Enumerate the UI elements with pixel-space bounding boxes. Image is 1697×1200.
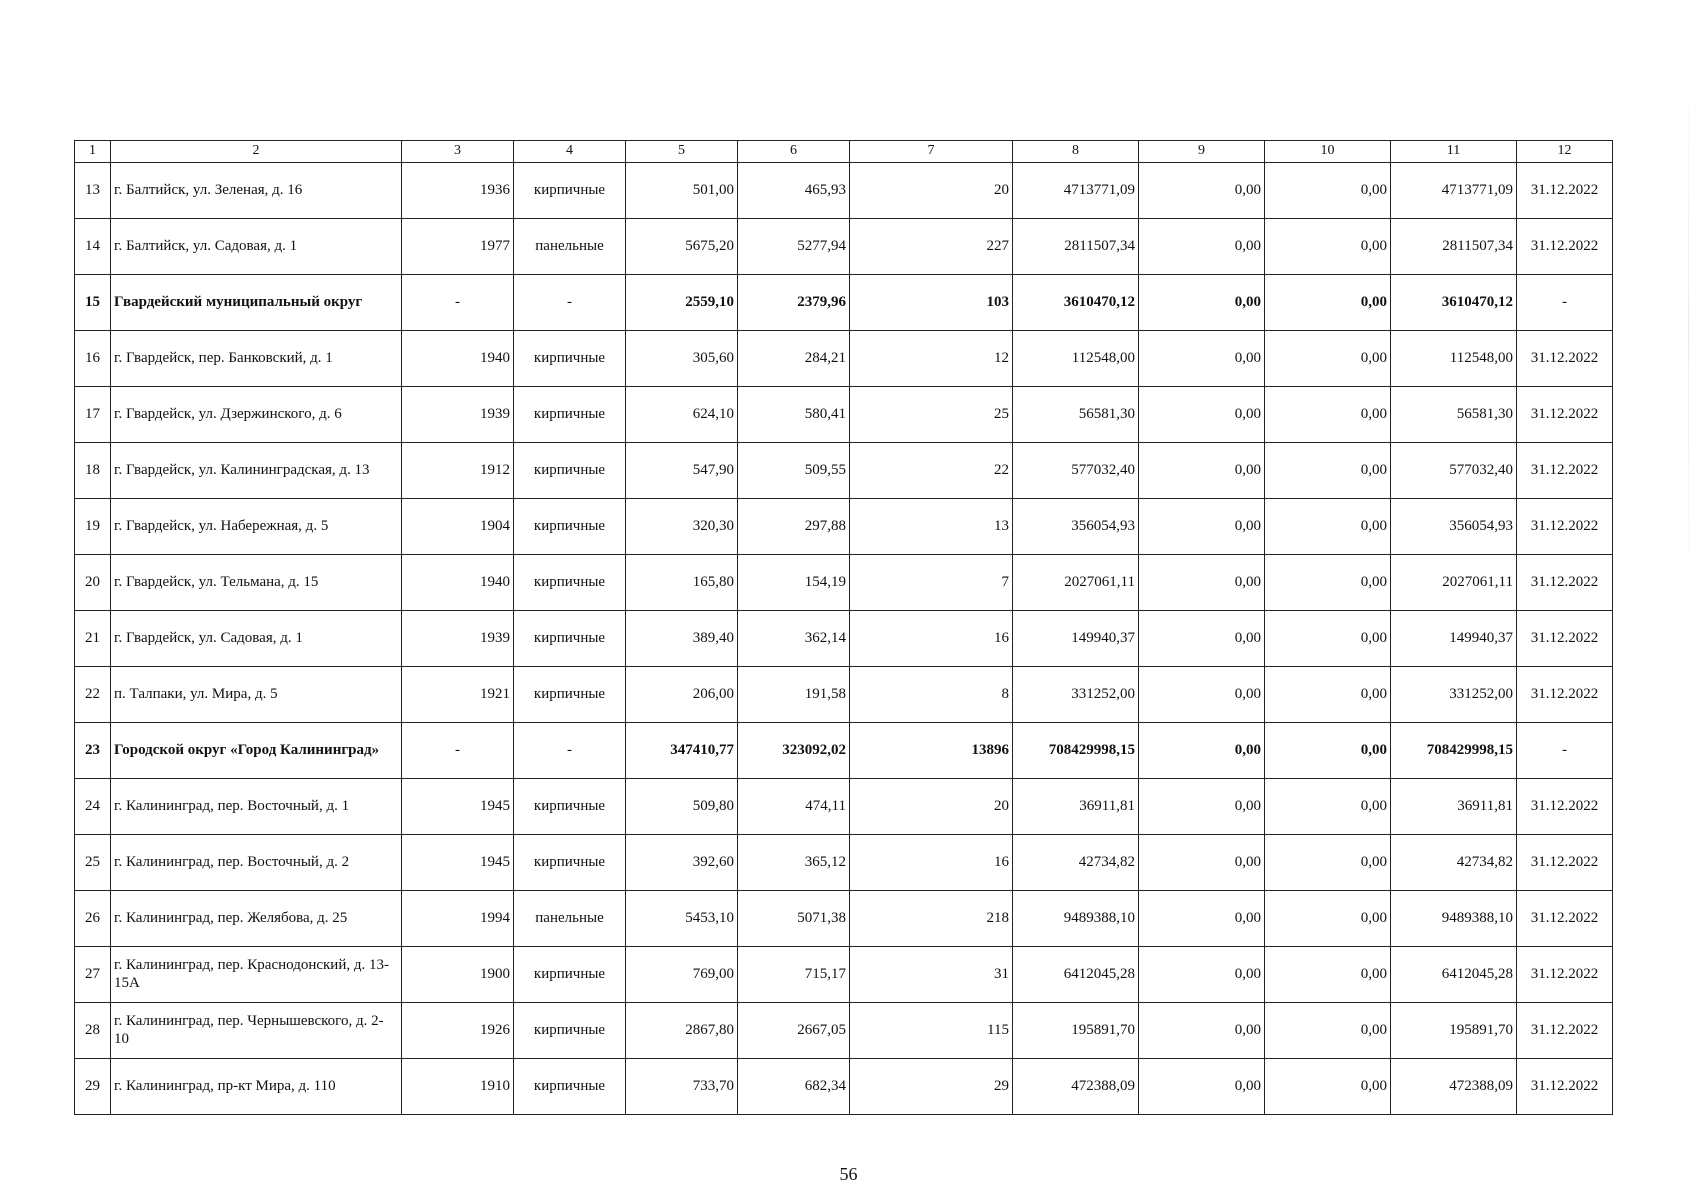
- year-built-cell: 1945: [402, 835, 514, 891]
- total-area-cell: 5453,10: [626, 891, 738, 947]
- year-built-cell: 1939: [402, 387, 514, 443]
- address-cell: г. Калининград, пр-кт Мира, д. 110: [111, 1059, 402, 1115]
- wall-material-cell: кирпичные: [514, 611, 626, 667]
- row-number-cell: 16: [75, 331, 111, 387]
- address-cell: г. Калининград, пер. Чернышевского, д. 2-10: [111, 1003, 402, 1059]
- residents-count-cell: 13: [850, 499, 1013, 555]
- cost-total-cell: 149940,37: [1013, 611, 1139, 667]
- address-cell: г. Гвардейск, ул. Тельмана, д. 15: [111, 555, 402, 611]
- column-header: 7: [850, 141, 1013, 163]
- row-number-cell: 25: [75, 835, 111, 891]
- cost-total-cell: 331252,00: [1013, 667, 1139, 723]
- wall-material-cell: кирпичные: [514, 1003, 626, 1059]
- row-number-cell: 17: [75, 387, 111, 443]
- cost-other-cell: 356054,93: [1391, 499, 1517, 555]
- cost-other-cell: 56581,30: [1391, 387, 1517, 443]
- cost-total-cell: 6412045,28: [1013, 947, 1139, 1003]
- column-header: 6: [738, 141, 850, 163]
- deadline-date-cell: 31.12.2022: [1517, 443, 1613, 499]
- living-area-cell: 474,11: [738, 779, 850, 835]
- cost-total-cell: 56581,30: [1013, 387, 1139, 443]
- deadline-date-cell: 31.12.2022: [1517, 387, 1613, 443]
- wall-material-cell: кирпичные: [514, 555, 626, 611]
- deadline-date-cell: 31.12.2022: [1517, 611, 1613, 667]
- living-area-cell: 191,58: [738, 667, 850, 723]
- wall-material-cell: кирпичные: [514, 163, 626, 219]
- cost-total-cell: 9489388,10: [1013, 891, 1139, 947]
- wall-material-cell: кирпичные: [514, 1059, 626, 1115]
- address-cell: г. Калининград, пер. Краснодонский, д. 13-15А: [111, 947, 402, 1003]
- residents-count-cell: 20: [850, 779, 1013, 835]
- cost-other-cell: 195891,70: [1391, 1003, 1517, 1059]
- column-header: 1: [75, 141, 111, 163]
- wall-material-cell: кирпичные: [514, 499, 626, 555]
- residents-count-cell: 218: [850, 891, 1013, 947]
- deadline-date-cell: 31.12.2022: [1517, 1003, 1613, 1059]
- cost-fund-cell: 0,00: [1139, 1003, 1265, 1059]
- row-number-cell: 27: [75, 947, 111, 1003]
- column-header: 12: [1517, 141, 1613, 163]
- table-subtotal-row: [75, 723, 1613, 779]
- deadline-date-cell: -: [1517, 275, 1613, 331]
- deadline-date-cell: 31.12.2022: [1517, 667, 1613, 723]
- living-area-cell: 154,19: [738, 555, 850, 611]
- living-area-cell: 682,34: [738, 1059, 850, 1115]
- address-cell: г. Гвардейск, ул. Калининградская, д. 13: [111, 443, 402, 499]
- cost-other-cell: 331252,00: [1391, 667, 1517, 723]
- year-built-cell: 1936: [402, 163, 514, 219]
- table-row: [75, 611, 1613, 667]
- year-built-cell: 1977: [402, 219, 514, 275]
- wall-material-cell: панельные: [514, 219, 626, 275]
- table-row: [75, 667, 1613, 723]
- total-area-cell: 2867,80: [626, 1003, 738, 1059]
- cost-other-cell: 6412045,28: [1391, 947, 1517, 1003]
- residents-count-cell: 16: [850, 835, 1013, 891]
- living-area-cell: 465,93: [738, 163, 850, 219]
- year-built-cell: 1940: [402, 331, 514, 387]
- address-cell: г. Гвардейск, ул. Набережная, д. 5: [111, 499, 402, 555]
- table-row: [75, 387, 1613, 443]
- table-subtotal-row: [75, 275, 1613, 331]
- living-area-cell: 297,88: [738, 499, 850, 555]
- year-built-cell: 1900: [402, 947, 514, 1003]
- cost-budget-cell: 0,00: [1265, 275, 1391, 331]
- row-number-cell: 13: [75, 163, 111, 219]
- residents-count-cell: 31: [850, 947, 1013, 1003]
- year-built-cell: 1912: [402, 443, 514, 499]
- cost-budget-cell: 0,00: [1265, 891, 1391, 947]
- table-row: [75, 499, 1613, 555]
- cost-other-cell: 2811507,34: [1391, 219, 1517, 275]
- year-built-cell: -: [402, 275, 514, 331]
- living-area-cell: 5277,94: [738, 219, 850, 275]
- wall-material-cell: кирпичные: [514, 835, 626, 891]
- address-cell: г. Гвардейск, ул. Дзержинского, д. 6: [111, 387, 402, 443]
- year-built-cell: 1994: [402, 891, 514, 947]
- total-area-cell: 733,70: [626, 1059, 738, 1115]
- cost-total-cell: 2811507,34: [1013, 219, 1139, 275]
- wall-material-cell: кирпичные: [514, 443, 626, 499]
- wall-material-cell: -: [514, 275, 626, 331]
- deadline-date-cell: 31.12.2022: [1517, 1059, 1613, 1115]
- total-area-cell: 624,10: [626, 387, 738, 443]
- row-number-cell: 26: [75, 891, 111, 947]
- cost-fund-cell: 0,00: [1139, 275, 1265, 331]
- year-built-cell: 1939: [402, 611, 514, 667]
- cost-total-cell: 2027061,11: [1013, 555, 1139, 611]
- living-area-cell: 715,17: [738, 947, 850, 1003]
- row-number-cell: 29: [75, 1059, 111, 1115]
- address-cell: г. Калининград, пер. Восточный, д. 1: [111, 779, 402, 835]
- year-built-cell: 1910: [402, 1059, 514, 1115]
- cost-total-cell: 36911,81: [1013, 779, 1139, 835]
- cost-other-cell: 36911,81: [1391, 779, 1517, 835]
- cost-budget-cell: 0,00: [1265, 667, 1391, 723]
- living-area-cell: 284,21: [738, 331, 850, 387]
- row-number-cell: 20: [75, 555, 111, 611]
- column-number-header-row: [75, 141, 1613, 163]
- table-row: [75, 891, 1613, 947]
- table-row: [75, 163, 1613, 219]
- cost-fund-cell: 0,00: [1139, 387, 1265, 443]
- address-cell: Гвардейский муниципальный округ: [111, 275, 402, 331]
- cost-budget-cell: 0,00: [1265, 779, 1391, 835]
- cost-budget-cell: 0,00: [1265, 723, 1391, 779]
- wall-material-cell: кирпичные: [514, 779, 626, 835]
- cost-fund-cell: 0,00: [1139, 947, 1265, 1003]
- cost-other-cell: 3610470,12: [1391, 275, 1517, 331]
- table-row: [75, 835, 1613, 891]
- cost-budget-cell: 0,00: [1265, 387, 1391, 443]
- cost-other-cell: 577032,40: [1391, 443, 1517, 499]
- living-area-cell: 2379,96: [738, 275, 850, 331]
- wall-material-cell: кирпичные: [514, 331, 626, 387]
- cost-total-cell: 195891,70: [1013, 1003, 1139, 1059]
- living-area-cell: 365,12: [738, 835, 850, 891]
- table-row: [75, 779, 1613, 835]
- deadline-date-cell: 31.12.2022: [1517, 947, 1613, 1003]
- total-area-cell: 2559,10: [626, 275, 738, 331]
- scan-artifact-line: [1688, 60, 1689, 600]
- cost-total-cell: 112548,00: [1013, 331, 1139, 387]
- row-number-cell: 18: [75, 443, 111, 499]
- living-area-cell: 509,55: [738, 443, 850, 499]
- cost-budget-cell: 0,00: [1265, 443, 1391, 499]
- residents-count-cell: 103: [850, 275, 1013, 331]
- wall-material-cell: кирпичные: [514, 947, 626, 1003]
- cost-budget-cell: 0,00: [1265, 835, 1391, 891]
- address-cell: г. Калининград, пер. Желябова, д. 25: [111, 891, 402, 947]
- cost-budget-cell: 0,00: [1265, 219, 1391, 275]
- deadline-date-cell: 31.12.2022: [1517, 891, 1613, 947]
- column-header: 2: [111, 141, 402, 163]
- address-cell: г. Балтийск, ул. Садовая, д. 1: [111, 219, 402, 275]
- cost-other-cell: 4713771,09: [1391, 163, 1517, 219]
- table-row: [75, 555, 1613, 611]
- row-number-cell: 21: [75, 611, 111, 667]
- deadline-date-cell: 31.12.2022: [1517, 499, 1613, 555]
- housing-register-table: [74, 140, 1613, 1115]
- total-area-cell: 392,60: [626, 835, 738, 891]
- cost-total-cell: 708429998,15: [1013, 723, 1139, 779]
- address-cell: г. Калининград, пер. Восточный, д. 2: [111, 835, 402, 891]
- cost-fund-cell: 0,00: [1139, 499, 1265, 555]
- residents-count-cell: 13896: [850, 723, 1013, 779]
- cost-budget-cell: 0,00: [1265, 499, 1391, 555]
- living-area-cell: 323092,02: [738, 723, 850, 779]
- column-header: 3: [402, 141, 514, 163]
- cost-total-cell: 472388,09: [1013, 1059, 1139, 1115]
- table-row: [75, 947, 1613, 1003]
- page-number: 56: [839, 1164, 858, 1184]
- total-area-cell: 547,90: [626, 443, 738, 499]
- deadline-date-cell: 31.12.2022: [1517, 219, 1613, 275]
- year-built-cell: 1926: [402, 1003, 514, 1059]
- residents-count-cell: 29: [850, 1059, 1013, 1115]
- wall-material-cell: кирпичные: [514, 667, 626, 723]
- cost-other-cell: 9489388,10: [1391, 891, 1517, 947]
- residents-count-cell: 16: [850, 611, 1013, 667]
- cost-other-cell: 708429998,15: [1391, 723, 1517, 779]
- column-header: 4: [514, 141, 626, 163]
- total-area-cell: 305,60: [626, 331, 738, 387]
- year-built-cell: -: [402, 723, 514, 779]
- cost-fund-cell: 0,00: [1139, 611, 1265, 667]
- deadline-date-cell: 31.12.2022: [1517, 331, 1613, 387]
- row-number-cell: 15: [75, 275, 111, 331]
- living-area-cell: 2667,05: [738, 1003, 850, 1059]
- residents-count-cell: 25: [850, 387, 1013, 443]
- residents-count-cell: 8: [850, 667, 1013, 723]
- deadline-date-cell: 31.12.2022: [1517, 555, 1613, 611]
- residents-count-cell: 20: [850, 163, 1013, 219]
- cost-budget-cell: 0,00: [1265, 947, 1391, 1003]
- total-area-cell: 320,30: [626, 499, 738, 555]
- column-header: 10: [1265, 141, 1391, 163]
- cost-other-cell: 472388,09: [1391, 1059, 1517, 1115]
- cost-total-cell: 3610470,12: [1013, 275, 1139, 331]
- cost-fund-cell: 0,00: [1139, 1059, 1265, 1115]
- column-header: 5: [626, 141, 738, 163]
- total-area-cell: 389,40: [626, 611, 738, 667]
- address-cell: Городской округ «Город Калининград»: [111, 723, 402, 779]
- deadline-date-cell: 31.12.2022: [1517, 779, 1613, 835]
- cost-fund-cell: 0,00: [1139, 331, 1265, 387]
- residents-count-cell: 227: [850, 219, 1013, 275]
- cost-fund-cell: 0,00: [1139, 667, 1265, 723]
- cost-fund-cell: 0,00: [1139, 891, 1265, 947]
- address-cell: г. Балтийск, ул. Зеленая, д. 16: [111, 163, 402, 219]
- residents-count-cell: 115: [850, 1003, 1013, 1059]
- total-area-cell: 165,80: [626, 555, 738, 611]
- living-area-cell: 362,14: [738, 611, 850, 667]
- cost-budget-cell: 0,00: [1265, 1003, 1391, 1059]
- cost-budget-cell: 0,00: [1265, 555, 1391, 611]
- address-cell: г. Гвардейск, пер. Банковский, д. 1: [111, 331, 402, 387]
- residents-count-cell: 7: [850, 555, 1013, 611]
- wall-material-cell: кирпичные: [514, 387, 626, 443]
- wall-material-cell: панельные: [514, 891, 626, 947]
- cost-fund-cell: 0,00: [1139, 555, 1265, 611]
- cost-fund-cell: 0,00: [1139, 835, 1265, 891]
- cost-total-cell: 577032,40: [1013, 443, 1139, 499]
- cost-other-cell: 2027061,11: [1391, 555, 1517, 611]
- deadline-date-cell: -: [1517, 723, 1613, 779]
- year-built-cell: 1921: [402, 667, 514, 723]
- table-row: [75, 1059, 1613, 1115]
- cost-total-cell: 356054,93: [1013, 499, 1139, 555]
- cost-budget-cell: 0,00: [1265, 1059, 1391, 1115]
- residents-count-cell: 22: [850, 443, 1013, 499]
- cost-other-cell: 112548,00: [1391, 331, 1517, 387]
- row-number-cell: 22: [75, 667, 111, 723]
- cost-fund-cell: 0,00: [1139, 219, 1265, 275]
- cost-budget-cell: 0,00: [1265, 331, 1391, 387]
- living-area-cell: 5071,38: [738, 891, 850, 947]
- year-built-cell: 1904: [402, 499, 514, 555]
- total-area-cell: 501,00: [626, 163, 738, 219]
- table-row: [75, 219, 1613, 275]
- wall-material-cell: -: [514, 723, 626, 779]
- deadline-date-cell: 31.12.2022: [1517, 835, 1613, 891]
- cost-fund-cell: 0,00: [1139, 723, 1265, 779]
- column-header: 8: [1013, 141, 1139, 163]
- cost-total-cell: 42734,82: [1013, 835, 1139, 891]
- row-number-cell: 19: [75, 499, 111, 555]
- column-header: 11: [1391, 141, 1517, 163]
- column-header: 9: [1139, 141, 1265, 163]
- year-built-cell: 1940: [402, 555, 514, 611]
- row-number-cell: 23: [75, 723, 111, 779]
- table-row: [75, 443, 1613, 499]
- cost-budget-cell: 0,00: [1265, 611, 1391, 667]
- row-number-cell: 14: [75, 219, 111, 275]
- row-number-cell: 28: [75, 1003, 111, 1059]
- total-area-cell: 5675,20: [626, 219, 738, 275]
- total-area-cell: 347410,77: [626, 723, 738, 779]
- total-area-cell: 769,00: [626, 947, 738, 1003]
- table-row: [75, 331, 1613, 387]
- cost-fund-cell: 0,00: [1139, 443, 1265, 499]
- cost-budget-cell: 0,00: [1265, 163, 1391, 219]
- cost-fund-cell: 0,00: [1139, 779, 1265, 835]
- year-built-cell: 1945: [402, 779, 514, 835]
- cost-other-cell: 42734,82: [1391, 835, 1517, 891]
- deadline-date-cell: 31.12.2022: [1517, 163, 1613, 219]
- cost-fund-cell: 0,00: [1139, 163, 1265, 219]
- address-cell: п. Талпаки, ул. Мира, д. 5: [111, 667, 402, 723]
- living-area-cell: 580,41: [738, 387, 850, 443]
- total-area-cell: 206,00: [626, 667, 738, 723]
- table-row: [75, 1003, 1613, 1059]
- total-area-cell: 509,80: [626, 779, 738, 835]
- residents-count-cell: 12: [850, 331, 1013, 387]
- address-cell: г. Гвардейск, ул. Садовая, д. 1: [111, 611, 402, 667]
- row-number-cell: 24: [75, 779, 111, 835]
- cost-total-cell: 4713771,09: [1013, 163, 1139, 219]
- cost-other-cell: 149940,37: [1391, 611, 1517, 667]
